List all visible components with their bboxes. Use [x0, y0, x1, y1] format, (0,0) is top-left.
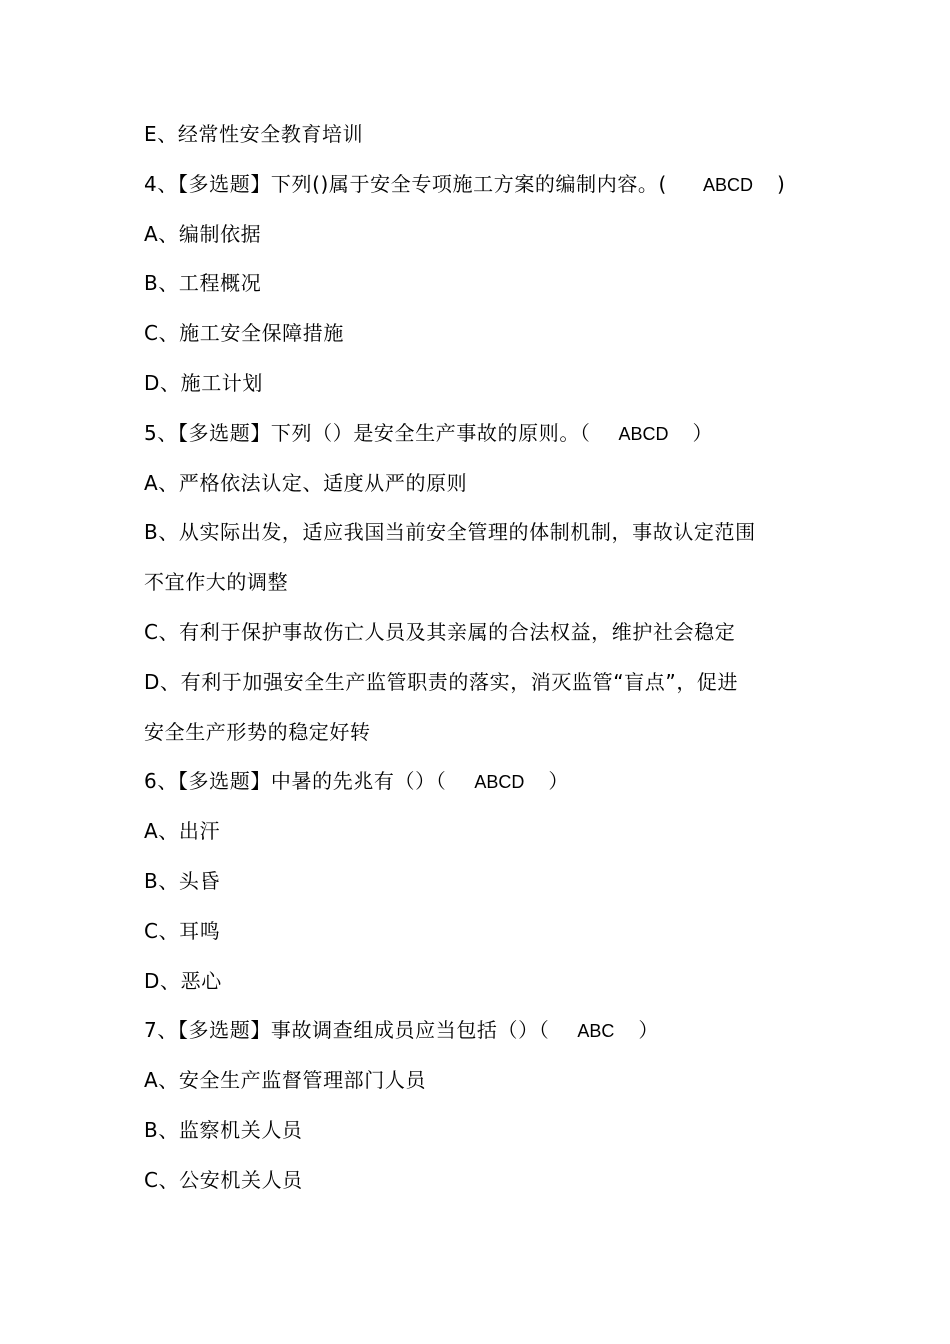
- question-text: 4、【多选题】下列()属于安全专项施工方案的编制内容。(: [144, 171, 667, 196]
- option-line: [144, 508, 824, 558]
- option-line: [144, 309, 824, 359]
- option-text: A、编制依据: [144, 221, 262, 246]
- question-line: [144, 409, 824, 459]
- answer-key: ABC: [577, 1021, 615, 1042]
- option-text: C、公安机关人员: [144, 1167, 303, 1192]
- option-text: E、经常性安全教育培训: [144, 122, 364, 146]
- option-text: C、有利于保护事故伤亡人员及其亲属的合法权益，维护社会稳定: [144, 619, 736, 644]
- option-text: 不宜作大的调整: [144, 570, 289, 595]
- question-close-paren: ）: [692, 420, 714, 445]
- option-text: C、施工安全保障措施: [144, 321, 344, 346]
- option-text: B、工程概况: [144, 271, 262, 296]
- answer-key: ABCD: [702, 174, 753, 195]
- question-text: 7、【多选题】事故调查组成员应当包括（）（: [144, 1018, 550, 1043]
- option-text: B、监察机关人员: [144, 1117, 303, 1142]
- option-text: D、恶心: [144, 968, 222, 993]
- question-close-paren: ）: [548, 769, 569, 794]
- question-text: 5、【多选题】下列（）是安全生产事故的原则。（: [144, 420, 591, 445]
- option-line: [144, 259, 824, 309]
- option-line: [144, 1056, 824, 1106]
- option-line: [144, 1106, 824, 1156]
- option-text: B、从实际出发，适应我国当前安全管理的体制机制，事故认定范围: [144, 520, 756, 545]
- answer-key: ABCD: [474, 772, 525, 793]
- option-line: [144, 658, 824, 708]
- question-line: [144, 757, 824, 807]
- option-line: [144, 459, 824, 509]
- option-text: D、施工计划: [144, 370, 264, 395]
- option-text: D、有利于加强安全生产监管职责的落实，消灭监管“盲点”，促进: [144, 669, 739, 694]
- question-text: 6、【多选题】中暑的先兆有（）（: [144, 769, 447, 794]
- option-line: [144, 907, 824, 957]
- option-line: [144, 210, 824, 260]
- option-text: A、安全生产监督管理部门人员: [144, 1068, 427, 1093]
- answer-key: ABCD: [618, 423, 669, 444]
- option-text: A、严格依法认定、适度从严的原则: [144, 470, 468, 495]
- option-line: [144, 359, 824, 409]
- question-line: [144, 160, 824, 210]
- option-text: A、出汗: [144, 819, 221, 844]
- option-line: [144, 608, 824, 658]
- option-line: [144, 957, 824, 1007]
- question-close-paren: ): [776, 171, 786, 196]
- question-line: [144, 1006, 824, 1056]
- option-line: [144, 857, 824, 907]
- option-continuation-line: [144, 558, 824, 608]
- option-text: B、头昏: [144, 868, 221, 893]
- option-text: C、耳鸣: [144, 918, 221, 943]
- document-body: [144, 110, 824, 1206]
- question-close-paren: ）: [638, 1018, 659, 1043]
- option-line: [144, 1156, 824, 1206]
- option-line: [144, 110, 824, 160]
- option-continuation-line: [144, 708, 824, 758]
- option-line: [144, 807, 824, 857]
- option-text: 安全生产形势的稳定好转: [144, 719, 371, 744]
